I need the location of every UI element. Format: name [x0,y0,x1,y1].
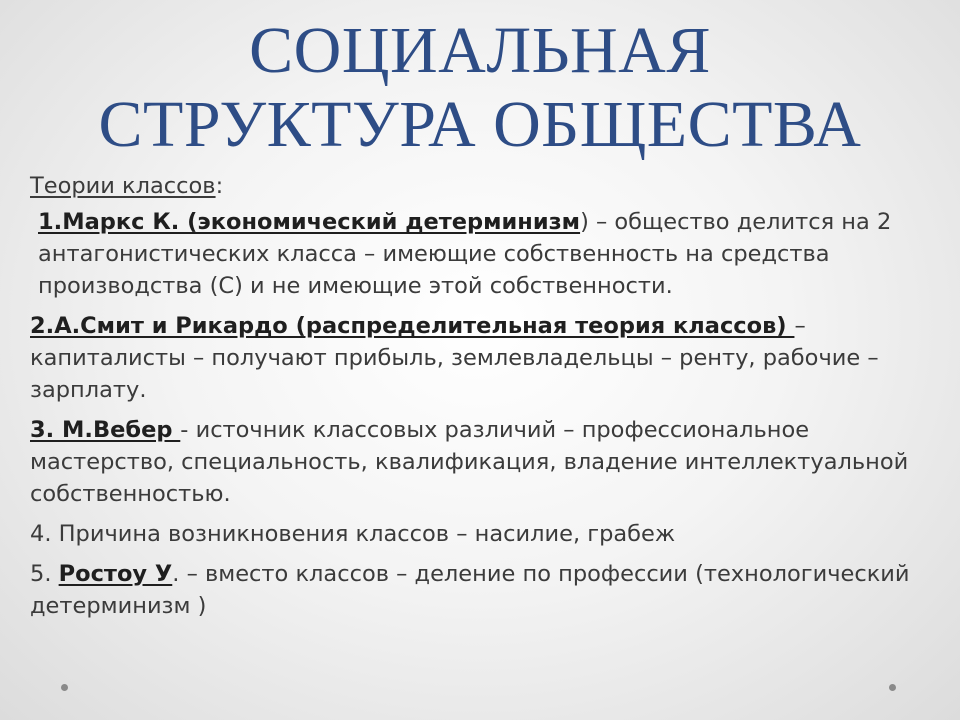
theory-item-weber [30,414,930,510]
bottom-left-dot [61,684,68,691]
theory-item-weber-text: - источник классовых различий – профессиональное мастерство, специальность, квалификация, владение интеллектуальной собственностью. [30,417,909,507]
intro-heading: Теории классов [30,173,216,199]
intro-colon: : [215,173,224,199]
theory-item-rostow-prefix: 5. [30,561,59,587]
theory-item-rostow [30,558,930,622]
theory-item-violence-text: 4. Причина возникновения классов – насилие, грабеж [30,521,676,547]
theory-item-smith-ricardo-title: 2.А.Смит и Рикардо (распределительная теория классов) [30,313,795,339]
slide-body [30,170,930,630]
theory-item-weber-title: 3. М.Вебер [30,417,181,443]
slide-title [0,14,960,162]
theory-item-marx [30,206,930,302]
theory-item-smith-ricardo [30,310,930,406]
theory-item-smith-ricardo-text: – капиталисты – получают прибыль, землевладельцы – ренту, рабочие – зарплату. [30,313,879,403]
theory-item-rostow-text: . – вместо классов – деление по профессии (технологический детерминизм ) [30,561,910,619]
theory-item-violence [30,518,930,550]
theory-item-marx-text: ) – общество делится на 2 антагонистических класса – имеющие собственность на средства производства (С) и не имеющие этой собственности. [38,209,892,299]
theory-item-marx-title: 1.Маркс К. (экономический детерминизм [38,209,581,235]
title-line-2: СТРУКТУРА ОБЩЕСТВА [98,88,862,161]
intro-line [30,170,930,202]
bottom-right-dot [889,684,896,691]
title-line-1: СОЦИАЛЬНАЯ [249,14,711,87]
theory-item-rostow-title: Ростоу У [58,561,173,587]
